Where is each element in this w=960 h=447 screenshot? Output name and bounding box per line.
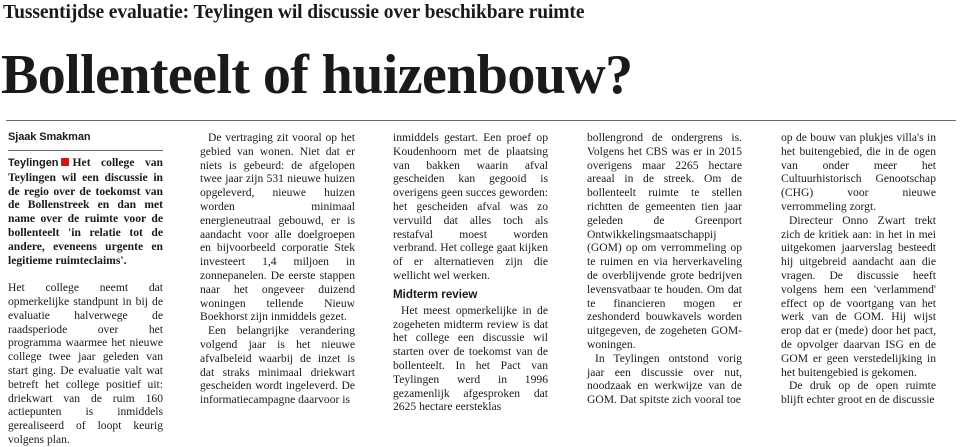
- header-divider: [6, 120, 956, 121]
- article-column-1: [8, 131, 163, 446]
- article-column-5: [781, 131, 936, 419]
- dateline: Teylingen: [8, 157, 59, 169]
- intro-text: Het college van Teylingen wil een discussie in de regio over de toekomst van de Bollenstreek en dan met name over de ruimte voor de bollenteelt 'in relatie tot de andere, eveneens urgente en legitieme ruimteclaims'.: [8, 156, 163, 267]
- article-column-2: [200, 131, 355, 419]
- paragraph-2: De vertraging zit vooral op het gebied van wonen. Niet dat er niets is gebeurd: de afgelopen twee jaar zijn 531 nieuwe huizen opgeleverd, nieuwe huizen worden minimaal energieneutraal gebouwd, er is aandacht voor alle doelgroepen en bijvoorbeeld corporatie Stek investeert 1,4 miljoen in zonnepanelen. De eerste stappen naar het ongeveer duizend woningen tellende Nieuw Boekhorst zijn inmiddels gezet.: [200, 131, 355, 324]
- paragraph-4: Het meest opmerkelijke in de zogeheten midterm review is dat het college een discussie wil starten over de toekomst van de bollenteelt. In het Pact van Teylingen werd in 1996 gezamenlijk afgesproken dat 2625 hectare eersteklas: [393, 303, 548, 414]
- article-intro: [8, 156, 163, 267]
- paragraph-7: De druk op de open ruimte blijft echter groot en de discussie: [781, 379, 936, 407]
- article-column-4: [587, 131, 742, 419]
- byline: Sjaak Smakman: [8, 131, 91, 143]
- byline-divider: [8, 150, 163, 151]
- article-kicker: Tussentijdse evaluatie: Teylingen wil discussie over beschikbare ruimte: [3, 2, 585, 23]
- red-square-icon: [61, 158, 69, 166]
- paragraph-4-continued: bollengrond de ondergrens is. Volgens het CBS was er in 2015 overigens maar 2265 hectare areaal in de streek. Om de bollenteelt ruimte te stellen richtten de gemeenten tien jaar geleden de Greenport Ontwikkelingsmaatschappij (GOM) op om verrommeling op te ruimen en via herverkaveling de overblijvende grote bedrijven levensvatbaar te houden. Om dat te financieren mogen er zeshonderd bouwkavels worden uitgegeven, de zogeheten GOM-woningen.: [587, 131, 742, 351]
- paragraph-5-continued: op de bouw van plukjes villa's in het buitengebied, die in de ogen van onder meer het Cultuurhistorisch Genootschap (CHG) voor nieuwe verrommeling zorgt.: [781, 131, 936, 213]
- article-headline: Bollenteelt of huizenbouw?: [1, 44, 633, 106]
- paragraph-5: In Teylingen ontstond vorig jaar een discussie over nut, noodzaak en werkwijze van de GOM. Dat spitste zich vooral toe: [587, 351, 742, 407]
- subhead-midterm-review: Midterm review: [393, 287, 478, 301]
- article-column-3: [393, 131, 548, 419]
- paragraph-3: Een belangrijke verandering volgend jaar is het nieuwe afvalbeleid waarbij de inzet is dat straks minimaal driekwart gescheiden wordt ingeleverd. De informatiecampagne daarvoor is: [200, 324, 355, 407]
- paragraph-1: Het college neemt dat opmerkelijke standpunt in bij de evaluatie halverwege de raadsperiode over het programma waarmee het nieuwe college twee jaar geleden van start ging. De evaluatie valt wat betreft het college positief uit: driekwart van de ruim 160 actiepunten is inmiddels gerealiseerd of loopt keurig volgens plan.: [8, 281, 163, 446]
- paragraph-6: Directeur Onno Zwart trekt zich de kritiek aan: in het in mei uitgekomen jaarverslag besteedt hij uitgebreid aandacht aan die vragen. De discussie heeft volgens hem een 'verlammend' effect op de voortgang van het werk van de GOM. Hij wijst erop dat er (mede) door het pact, de opvolger daarvan ISG en de GOM er geen verstedelijking in het buitengebied is gekomen.: [781, 213, 936, 379]
- paragraph-3-continued: inmiddels gestart. Een proef op Koudenhoorn met de plaatsing van bakken waarin afval gescheiden kan gegooid is overigens geen succes geworden: het gescheiden afval was zo vervuild dat alles toch als restafval moest worden verbrand. Het college gaat kijken of er alternatieven zijn die wellicht wel werken.: [393, 131, 548, 282]
